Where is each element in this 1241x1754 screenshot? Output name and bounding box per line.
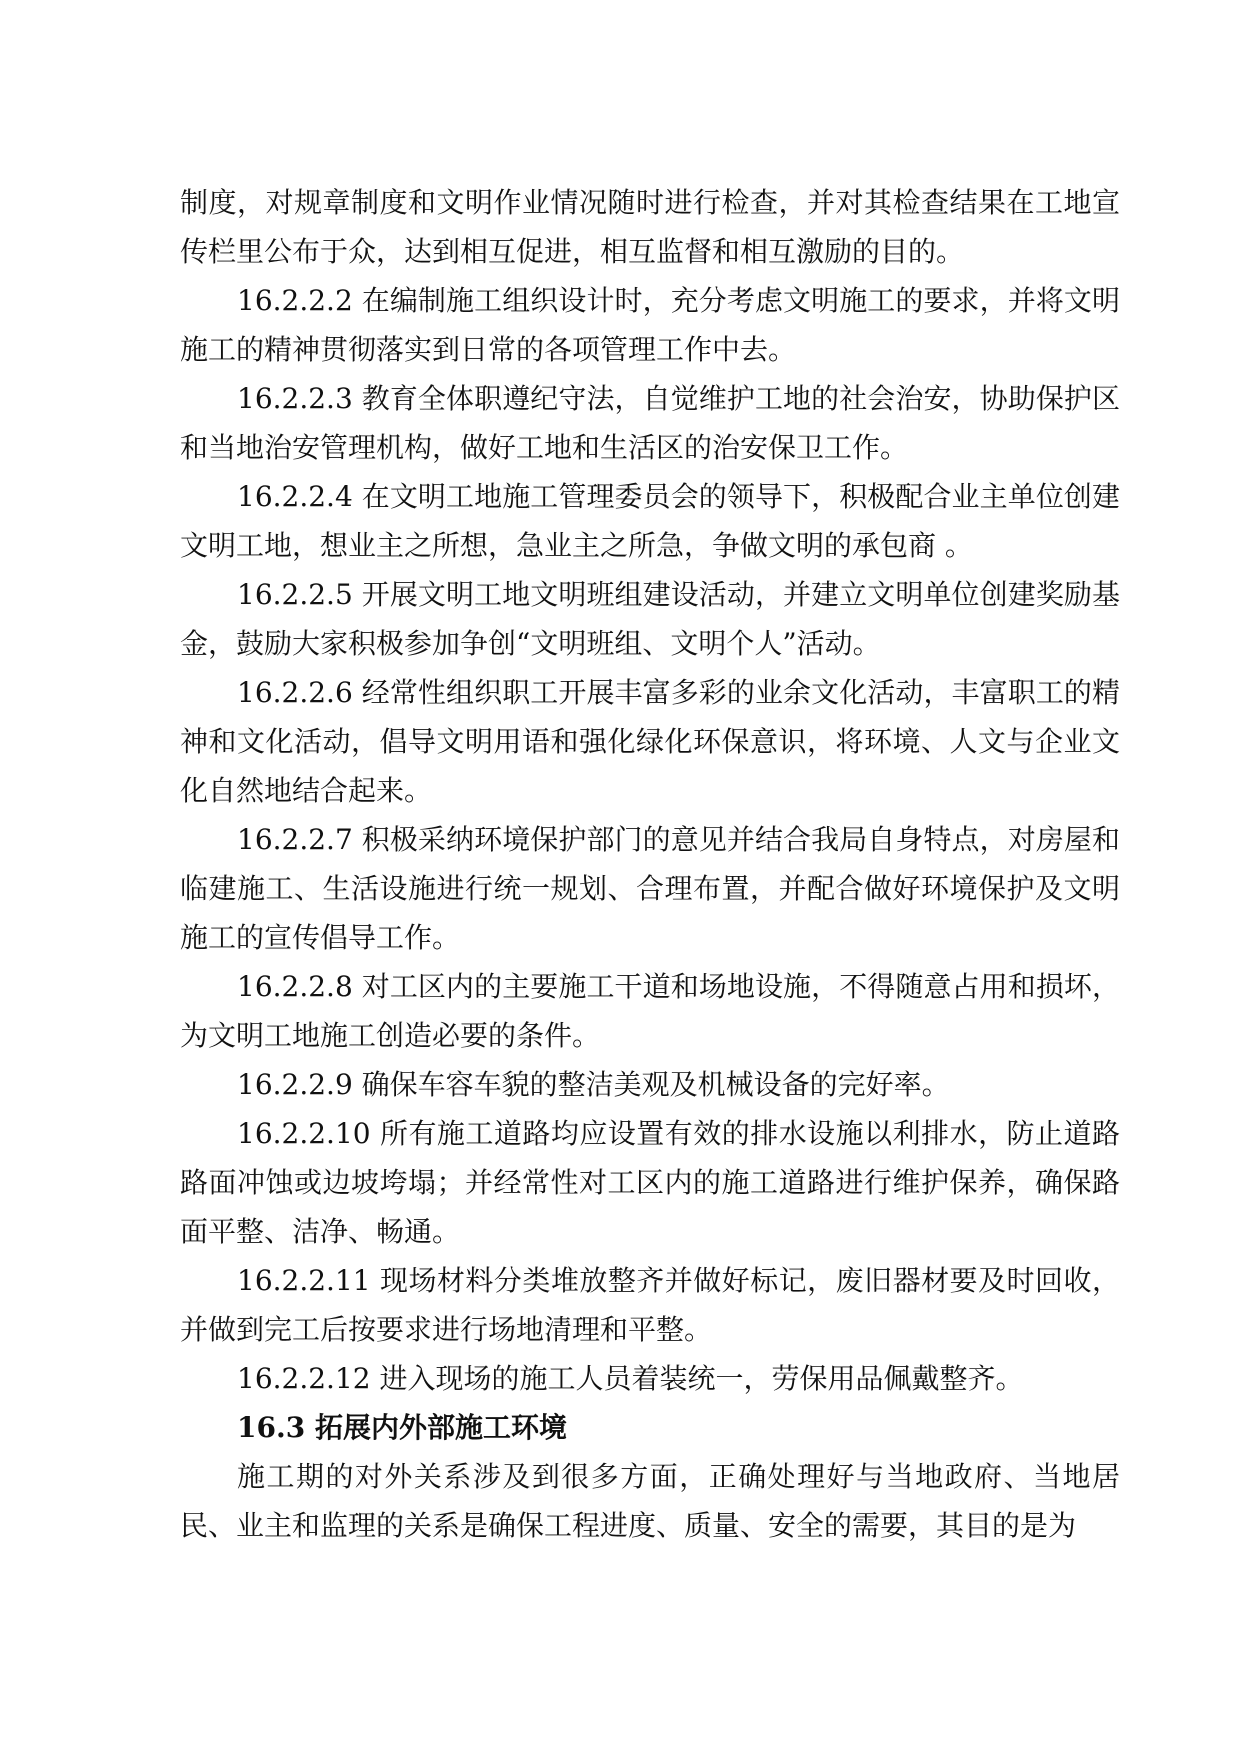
paragraph-16-2-2-10: 16.2.2.10 所有施工道路均应设置有效的排水设施以利排水，防止道路路面冲蚀或边坡垮塌；并经常性对工区内的施工道路进行维护保养，确保路面平整、洁净、畅通。 <box>180 1117 1120 1248</box>
section-heading-16-3: 16.3 拓展内外部施工环境 <box>237 1411 567 1444</box>
paragraph-16-2-2-11: 16.2.2.11 现场材料分类堆放整齐并做好标记，废旧器材要及时回收，并做到完工后按要求进行场地清理和平整。 <box>180 1264 1120 1346</box>
paragraph-16-2-2-5: 16.2.2.5 开展文明工地文明班组建设活动，并建立文明单位创建奖励基金，鼓励大家积极参加争创“文明班组、文明个人”活动。 <box>180 578 1120 660</box>
document-page <box>180 178 1120 1550</box>
paragraph-16-2-2-9: 16.2.2.9 确保车容车貌的整洁美观及机械设备的完好率。 <box>237 1068 950 1101</box>
paragraph-16-2-2-2: 16.2.2.2 在编制施工组织设计时，充分考虑文明施工的要求，并将文明施工的精神贯彻落实到日常的各项管理工作中去。 <box>180 284 1120 366</box>
paragraph-16-2-2-7: 16.2.2.7 积极采纳环境保护部门的意见并结合我局自身特点，对房屋和临建施工、生活设施进行统一规划、合理布置，并配合做好环境保护及文明施工的宣传倡导工作。 <box>180 823 1120 954</box>
paragraph-16-2-2-6: 16.2.2.6 经常性组织职工开展丰富多彩的业余文化活动，丰富职工的精神和文化活动，倡导文明用语和强化绿化环保意识，将环境、人文与企业文化自然地结合起来。 <box>180 676 1120 807</box>
paragraph-16-2-2-8: 16.2.2.8 对工区内的主要施工干道和场地设施，不得随意占用和损坏，为文明工地施工创造必要的条件。 <box>180 970 1120 1052</box>
paragraph-continuation: 制度，对规章制度和文明作业情况随时进行检查，并对其检查结果在工地宣传栏里公布于众，达到相互促进，相互监督和相互激励的目的。 <box>180 186 1120 268</box>
paragraph-16-2-2-12: 16.2.2.12 进入现场的施工人员着装统一，劳保用品佩戴整齐。 <box>237 1362 1024 1395</box>
section-body-paragraph: 施工期的对外关系涉及到很多方面，正确处理好与当地政府、当地居民、业主和监理的关系是确保工程进度、质量、安全的需要，其目的是为 <box>180 1460 1120 1542</box>
paragraph-16-2-2-4: 16.2.2.4 在文明工地施工管理委员会的领导下，积极配合业主单位创建文明工地，想业主之所想，急业主之所急，争做文明的承包商 。 <box>180 480 1120 562</box>
paragraph-16-2-2-3: 16.2.2.3 教育全体职遵纪守法，自觉维护工地的社会治安，协助保护区和当地治安管理机构，做好工地和生活区的治安保卫工作。 <box>180 382 1120 464</box>
